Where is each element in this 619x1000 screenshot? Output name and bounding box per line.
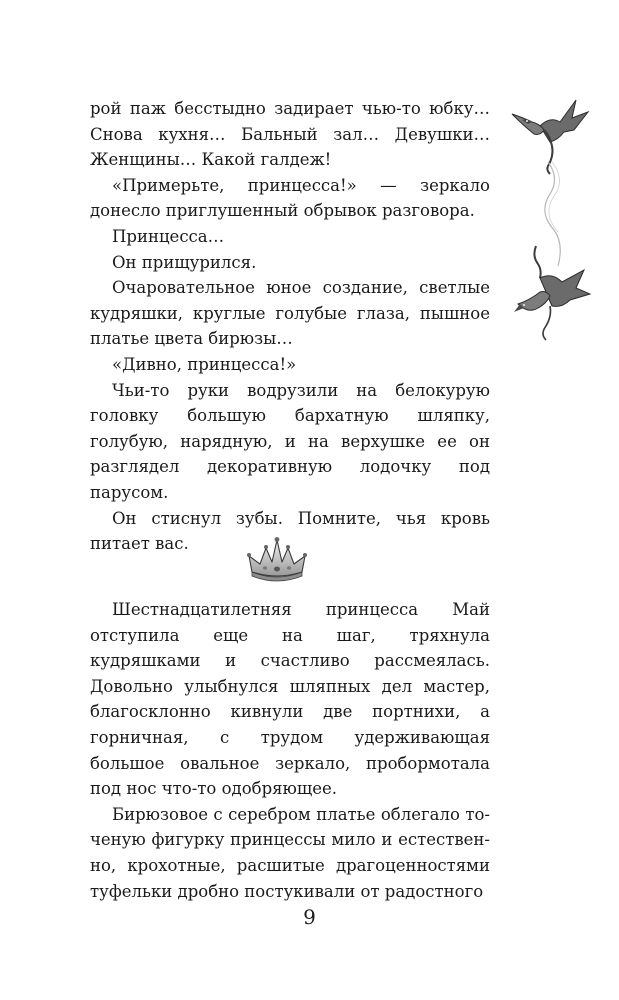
text-block-1	[90, 96, 490, 557]
paragraph: «Примерьте, принцесса!» — зеркало донесло приглушенный обрывок разговора.	[90, 175, 490, 221]
paragraph: Он стиснул зубы. Помните, чья кровь питает вас.	[90, 508, 490, 554]
text-block-2	[90, 597, 490, 904]
paragraph: Бирюзовое с серебром платье облегало точеную фигурку принцессы мило и естественно, крохотные, расшитые драгоценностями туфельки дробно постукивали от радостного	[90, 804, 490, 901]
crown-icon	[246, 536, 308, 582]
paragraph: Чьи-то руки водрузили на белокурую головку большую бархатную шляпку, голубую, нарядную, и на верхушке ее он разглядел декоративную лодочку под парусом.	[90, 380, 490, 502]
paragraph: рой паж бесстыдно задирает чью-то юбку… Снова кухня… Бальный зал… Девушки… Женщины… Какой галдеж!	[90, 99, 490, 170]
paragraph: «Дивно, принцесса!»	[112, 354, 297, 374]
dragon-icon	[512, 242, 592, 342]
paragraph: Шестнадцатилетняя принцесса Май отступила еще на шаг, тряхнула кудряшками и счастливо рассмеялась. Довольно улыбнулся шляпных дел мастер, благосклонно кивнули две портнихи, а горничная, с трудом удерживающая большое овальное зеркало, пробормотала под нос что-то одобряющее.	[90, 600, 490, 799]
paragraph: Он прищурился.	[112, 252, 257, 272]
paragraph: Принцесса…	[112, 226, 225, 246]
page-number: 9	[303, 905, 316, 929]
paragraph: Очаровательное юное создание, светлые кудряшки, круглые голубые глаза, пышное платье цвета бирюзы…	[90, 278, 490, 349]
